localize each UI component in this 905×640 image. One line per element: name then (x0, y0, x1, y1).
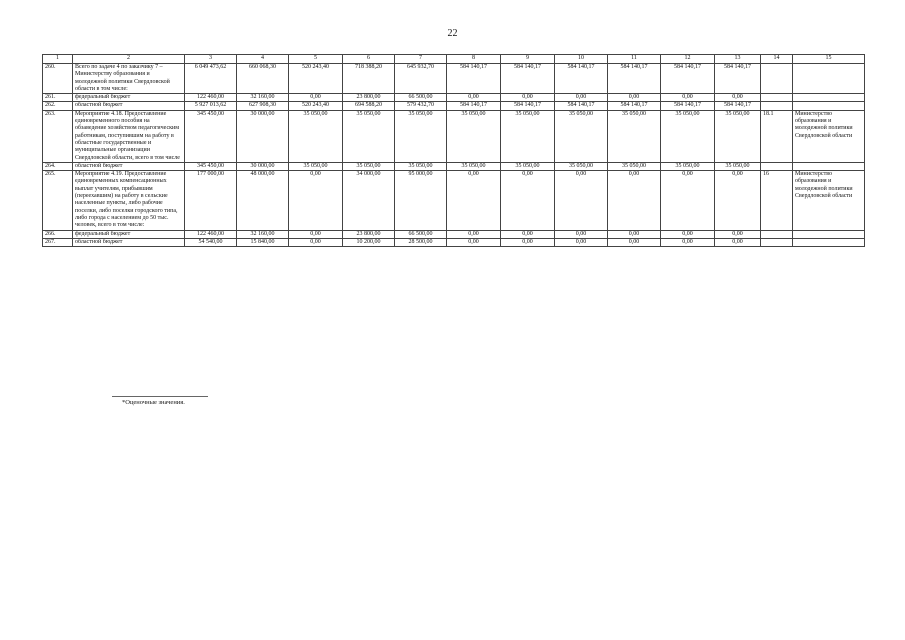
value-cell: 584 140,17 (661, 64, 715, 94)
value-cell: 95 000,00 (395, 171, 447, 230)
table-row (43, 171, 865, 230)
page-number: 22 (447, 28, 458, 39)
value-cell: 35 050,00 (661, 162, 715, 170)
value-cell: 66 500,00 (395, 230, 447, 238)
executor-cell (793, 230, 865, 238)
value-cell: 30 000,00 (237, 110, 289, 162)
value-cell: 584 140,17 (608, 64, 661, 94)
row-name: Мероприятие 4.19. Предоставление единовременных компенсационных выплат учителям, прибывшим (переехавшим) на работу в сельские населенные пункты, либо рабочие поселки, либо поселки городского типа, либо города с населением до 50 тыс. человек, всего в том числе: (73, 171, 185, 230)
value-cell: 66 500,00 (395, 94, 447, 102)
header-cell: 15 (793, 55, 865, 64)
header-cell: 12 (661, 55, 715, 64)
value-cell: 0,00 (555, 94, 608, 102)
value-cell: 0,00 (661, 94, 715, 102)
target-cell (761, 94, 793, 102)
table-row (43, 64, 865, 94)
value-cell: 34 000,00 (343, 171, 395, 230)
value-cell: 0,00 (501, 94, 555, 102)
value-cell: 584 140,17 (715, 64, 761, 94)
value-cell: 35 050,00 (608, 162, 661, 170)
table-row (43, 162, 865, 170)
value-cell: 35 050,00 (289, 110, 343, 162)
value-cell: 35 050,00 (343, 110, 395, 162)
target-cell: 18.1 (761, 110, 793, 162)
value-cell: 122 460,00 (185, 230, 237, 238)
target-cell (761, 102, 793, 110)
value-cell: 15 840,00 (237, 238, 289, 246)
value-cell: 584 140,17 (447, 64, 501, 94)
value-cell: 0,00 (447, 238, 501, 246)
header-cell: 9 (501, 55, 555, 64)
row-name: Всего по задаче 4 по заказчику 7 – Министерству образования и молодежной политики Свердловской области в том числе: (73, 64, 185, 94)
value-cell: 5 927 013,62 (185, 102, 237, 110)
value-cell: 0,00 (555, 171, 608, 230)
value-cell: 584 140,17 (608, 102, 661, 110)
executor-cell (793, 162, 865, 170)
value-cell: 0,00 (555, 238, 608, 246)
row-name: областной бюджет (73, 102, 185, 110)
header-cell: 11 (608, 55, 661, 64)
value-cell: 35 050,00 (715, 162, 761, 170)
row-name: Мероприятие 4.18. Предоставление единовременного пособия на обзаведение хозяйством педагогическим работникам, поступившим на работу в областные государственные и муниципальные организации Свердловской области, всего в том числе (73, 110, 185, 162)
value-cell: 660 068,30 (237, 64, 289, 94)
row-name: областной бюджет (73, 238, 185, 246)
table-row (43, 94, 865, 102)
value-cell: 0,00 (608, 171, 661, 230)
value-cell: 0,00 (501, 230, 555, 238)
value-cell: 35 050,00 (661, 110, 715, 162)
target-cell (761, 64, 793, 94)
footnote: *Оценочные значения. (122, 399, 185, 406)
footnote-divider (112, 396, 208, 397)
header-cell: 8 (447, 55, 501, 64)
value-cell: 35 050,00 (343, 162, 395, 170)
value-cell: 718 388,20 (343, 64, 395, 94)
value-cell: 0,00 (501, 238, 555, 246)
row-number: 263. (43, 110, 73, 162)
value-cell: 0,00 (715, 238, 761, 246)
value-cell: 345 450,00 (185, 110, 237, 162)
table-body (43, 55, 865, 247)
value-cell: 345 450,00 (185, 162, 237, 170)
value-cell: 0,00 (289, 94, 343, 102)
table-row (43, 238, 865, 246)
value-cell: 0,00 (608, 94, 661, 102)
value-cell: 584 140,17 (447, 102, 501, 110)
header-cell: 2 (73, 55, 185, 64)
executor-cell: Министерство образования и молодежной политики Свердловской области (793, 110, 865, 162)
row-number: 265. (43, 171, 73, 230)
executor-cell (793, 94, 865, 102)
value-cell: 35 050,00 (447, 162, 501, 170)
value-cell: 584 140,17 (501, 64, 555, 94)
header-cell: 6 (343, 55, 395, 64)
executor-cell (793, 238, 865, 246)
row-number: 262. (43, 102, 73, 110)
header-cell: 13 (715, 55, 761, 64)
header-cell: 5 (289, 55, 343, 64)
value-cell: 48 000,00 (237, 171, 289, 230)
header-cell: 4 (237, 55, 289, 64)
value-cell: 177 000,00 (185, 171, 237, 230)
value-cell: 0,00 (661, 230, 715, 238)
target-cell (761, 162, 793, 170)
value-cell: 0,00 (555, 230, 608, 238)
row-name: федеральный бюджет (73, 230, 185, 238)
value-cell: 645 932,70 (395, 64, 447, 94)
target-cell: 16 (761, 171, 793, 230)
value-cell: 627 908,30 (237, 102, 289, 110)
value-cell: 0,00 (501, 171, 555, 230)
value-cell: 0,00 (447, 94, 501, 102)
value-cell: 6 049 473,62 (185, 64, 237, 94)
header-cell: 3 (185, 55, 237, 64)
value-cell: 0,00 (608, 238, 661, 246)
target-cell (761, 238, 793, 246)
value-cell: 584 140,17 (715, 102, 761, 110)
value-cell: 32 160,00 (237, 230, 289, 238)
header-cell: 14 (761, 55, 793, 64)
value-cell: 54 540,00 (185, 238, 237, 246)
value-cell: 35 050,00 (501, 110, 555, 162)
row-number: 261. (43, 94, 73, 102)
value-cell: 584 140,17 (555, 64, 608, 94)
row-number: 267. (43, 238, 73, 246)
value-cell: 520 243,40 (289, 102, 343, 110)
value-cell: 32 160,00 (237, 94, 289, 102)
value-cell: 35 050,00 (715, 110, 761, 162)
executor-cell (793, 64, 865, 94)
value-cell: 35 050,00 (608, 110, 661, 162)
value-cell: 584 140,17 (555, 102, 608, 110)
value-cell: 23 800,00 (343, 94, 395, 102)
executor-cell (793, 102, 865, 110)
value-cell: 0,00 (447, 230, 501, 238)
row-name: областной бюджет (73, 162, 185, 170)
value-cell: 35 050,00 (555, 162, 608, 170)
value-cell: 35 050,00 (555, 110, 608, 162)
row-number: 264. (43, 162, 73, 170)
table-row (43, 230, 865, 238)
value-cell: 0,00 (608, 230, 661, 238)
value-cell: 0,00 (447, 171, 501, 230)
value-cell: 35 050,00 (501, 162, 555, 170)
value-cell: 0,00 (715, 94, 761, 102)
value-cell: 694 588,20 (343, 102, 395, 110)
value-cell: 35 050,00 (447, 110, 501, 162)
value-cell: 30 000,00 (237, 162, 289, 170)
row-name: федеральный бюджет (73, 94, 185, 102)
value-cell: 520 243,40 (289, 64, 343, 94)
value-cell: 10 200,00 (343, 238, 395, 246)
row-number: 266. (43, 230, 73, 238)
executor-cell: Министерство образования и молодежной политики Свердловской области (793, 171, 865, 230)
value-cell: 0,00 (715, 230, 761, 238)
value-cell: 579 432,70 (395, 102, 447, 110)
value-cell: 28 500,00 (395, 238, 447, 246)
value-cell: 0,00 (289, 171, 343, 230)
table-row (43, 110, 865, 162)
row-number: 260. (43, 64, 73, 94)
value-cell: 122 460,00 (185, 94, 237, 102)
value-cell: 35 050,00 (395, 110, 447, 162)
value-cell: 584 140,17 (661, 102, 715, 110)
value-cell: 0,00 (289, 238, 343, 246)
value-cell: 584 140,17 (501, 102, 555, 110)
header-cell: 1 (43, 55, 73, 64)
table-row (43, 102, 865, 110)
header-cell: 10 (555, 55, 608, 64)
value-cell: 0,00 (715, 171, 761, 230)
budget-table (42, 54, 865, 247)
value-cell: 35 050,00 (289, 162, 343, 170)
value-cell: 35 050,00 (395, 162, 447, 170)
value-cell: 0,00 (661, 238, 715, 246)
value-cell: 0,00 (661, 171, 715, 230)
value-cell: 23 800,00 (343, 230, 395, 238)
table-header-row (43, 55, 865, 64)
value-cell: 0,00 (289, 230, 343, 238)
header-cell: 7 (395, 55, 447, 64)
target-cell (761, 230, 793, 238)
